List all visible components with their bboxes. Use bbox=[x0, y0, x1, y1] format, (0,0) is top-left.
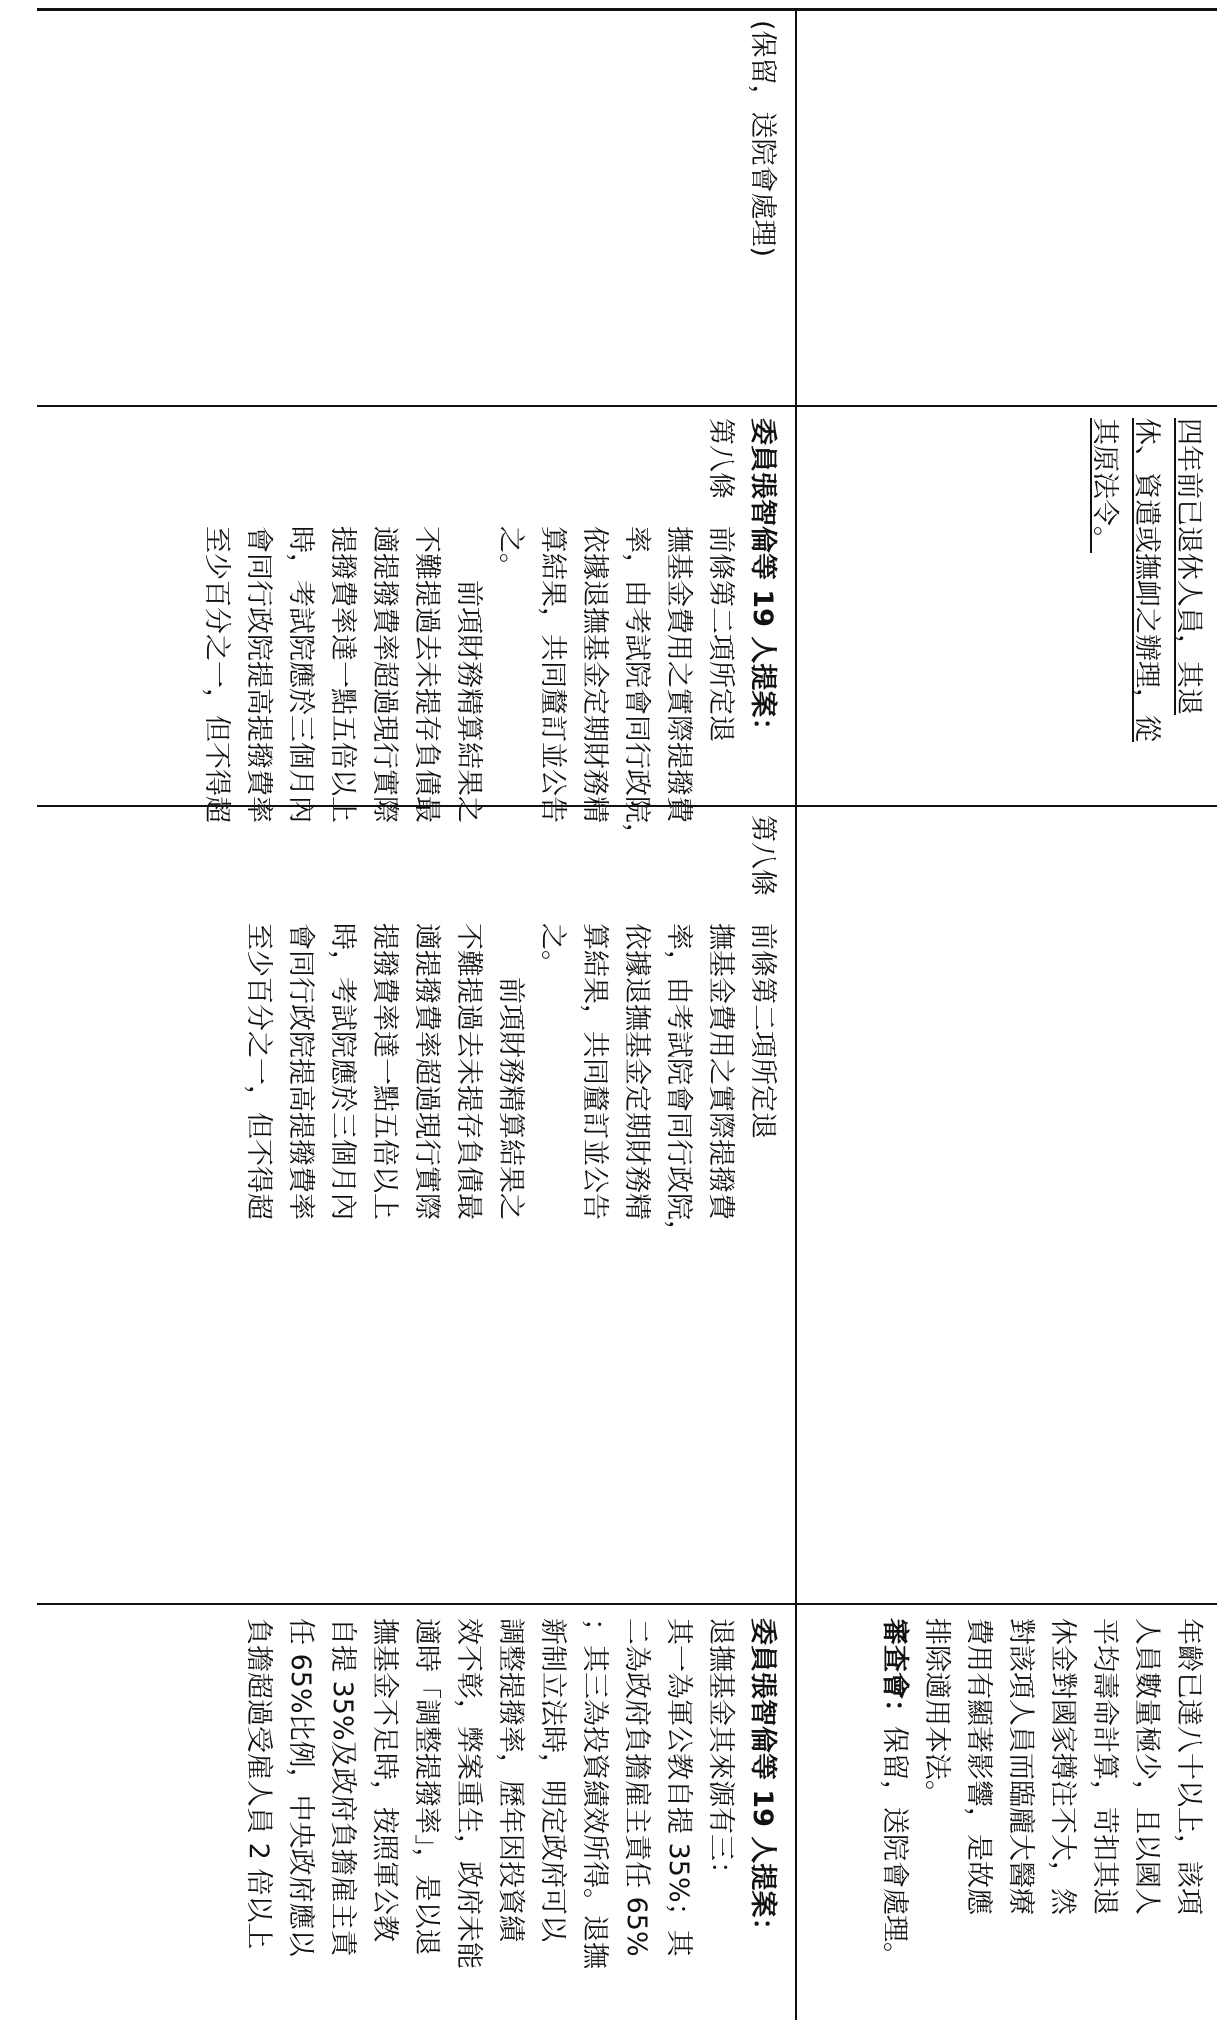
review-committee-text: 保留，送院會處理。 bbox=[879, 1726, 910, 1969]
text-line: 費用有顯著影響，是故應 bbox=[963, 1618, 994, 1915]
col1-bottom-cell bbox=[237, 1618, 783, 2018]
text-line: 率，由考試院會同行政院， bbox=[621, 526, 652, 850]
text-line: 休金對國家撙注不大，然 bbox=[1047, 1618, 1078, 1915]
text-line: 率，由考試院會同行政院， bbox=[663, 923, 694, 1247]
text-line: 二為政府負擔雇主責任 65% bbox=[621, 1618, 652, 1957]
review-committee-label: 審查會： bbox=[879, 1618, 910, 1726]
reservation-note: (保留，送院會處理) bbox=[747, 20, 778, 258]
article-8-first-line: 第八條 前條第二項所定退 bbox=[747, 815, 778, 1139]
column-separator-3-4 bbox=[37, 405, 1217, 407]
column-separator-1-2 bbox=[37, 1603, 1217, 1605]
text-line: 效不彰，弊案重生，政府未能 bbox=[453, 1618, 484, 1969]
text-line: 之。 bbox=[537, 923, 568, 977]
review-committee-note bbox=[873, 1618, 915, 2018]
proposal-heading: 委員張智倫等 19 人提案： bbox=[747, 1618, 778, 1945]
text-line: 負擔超過受雇人員 2 倍以上 bbox=[243, 1618, 274, 1950]
text-line: 其一為軍公教自提 35%；其 bbox=[663, 1618, 694, 1957]
text-line: 至少百分之一，但不得超 bbox=[243, 923, 274, 1220]
col4-bottom-cell bbox=[741, 20, 783, 400]
text-line: 算結果，共同釐訂並公告 bbox=[579, 923, 610, 1220]
col2-bottom-cell bbox=[237, 815, 783, 1595]
text-line: 自提 35%及政府負擔雇主責 bbox=[327, 1618, 358, 1957]
text-line: 依據退撫基金定期財務精 bbox=[579, 526, 610, 823]
proposal-heading: 委員張智倫等 19 人提案： bbox=[747, 418, 778, 745]
text-line: 前項財務精算結果之 bbox=[495, 977, 526, 1220]
text-line: 適提撥費率超過現行實際 bbox=[369, 526, 400, 823]
text-line: 提撥費率達一點五倍以上 bbox=[369, 923, 400, 1220]
text-line: 調整提撥率，歷年因投資績 bbox=[495, 1618, 526, 1942]
text-line: 任 65%比例，中央政府應以 bbox=[285, 1618, 316, 1957]
text-line: 適提撥費率超過現行實際 bbox=[411, 923, 442, 1220]
text-line: 依據退撫基金定期財務精 bbox=[621, 923, 652, 1220]
text-line: 至少百分之一，但不得超 bbox=[201, 526, 232, 823]
text-line: 提撥費率達一點五倍以上 bbox=[327, 526, 358, 823]
text-line: 退撫基金其來源有三： bbox=[705, 1618, 736, 1888]
text-line: 前項財務精算結果之 bbox=[453, 580, 484, 823]
text-line: 人員數量極少，且以國人 bbox=[1131, 1618, 1162, 1915]
text-line: 年齡已達八十以上，該項 bbox=[1173, 1618, 1204, 1915]
text-line: 不難提過去未提存負債最 bbox=[411, 526, 442, 823]
row-separator bbox=[795, 8, 797, 2020]
text-line: 撫基金不足時，按照軍公教 bbox=[369, 1618, 400, 1942]
amended-text-line: 休、資遣或撫卹之辦理，從 bbox=[1131, 418, 1162, 742]
col3-top-cell bbox=[1083, 418, 1209, 798]
text-line: 算結果，共同釐訂並公告 bbox=[537, 526, 568, 823]
text-line: 之。 bbox=[495, 526, 526, 580]
table-left-border bbox=[37, 8, 1217, 11]
text-line: 時，考試院應於三個月內 bbox=[327, 923, 358, 1220]
text-line: 會同行政院提高提撥費率 bbox=[243, 526, 274, 823]
amended-text-line: 四年前已退休人員，其退 bbox=[1173, 418, 1204, 715]
text-line: 對該項人員而臨龐大醫療 bbox=[1005, 1618, 1036, 1915]
text-line: 會同行政院提高提撥費率 bbox=[285, 923, 316, 1220]
text-line: 平均壽命計算，苛扣其退 bbox=[1089, 1618, 1120, 1915]
text-line: 適時「調整提撥率」，是以退 bbox=[411, 1618, 442, 1956]
col3-bottom-cell bbox=[195, 418, 783, 850]
text-line: 排除適用本法。 bbox=[921, 1618, 952, 1807]
text-line: 時，考試院應於三個月內 bbox=[285, 526, 316, 823]
text-line: 不難提過去未提存負債最 bbox=[453, 923, 484, 1220]
amended-text-line: 其原法令。 bbox=[1089, 418, 1120, 553]
col1-top-cell bbox=[873, 1618, 1209, 2018]
text-line: 撫基金費用之實際提撥費 bbox=[705, 923, 736, 1220]
text-line: 撫基金費用之實際提撥費 bbox=[663, 526, 694, 823]
text-line: ；其三為投資績效所得。退撫 bbox=[579, 1618, 610, 1969]
text-line: 新制立法時，明定政府可以 bbox=[537, 1618, 568, 1942]
article-8-first-line: 第八條 前條第二項所定退 bbox=[705, 418, 736, 742]
